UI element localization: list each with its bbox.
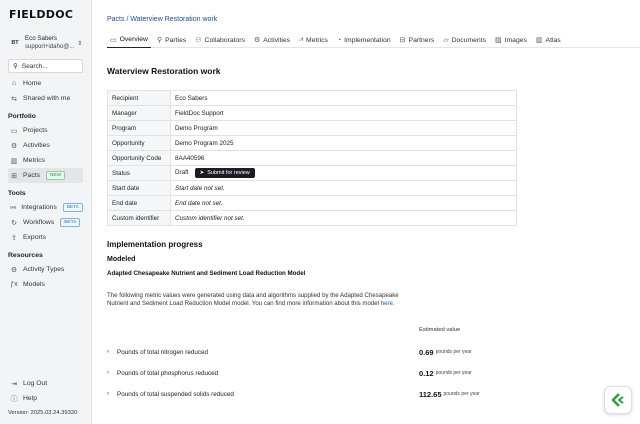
fielddoc-leaf-icon [610,392,626,408]
detail-value-text: Custom identifier not set. [175,214,245,222]
tab-documents[interactable] [440,32,489,48]
atlas-icon: ▥ [535,37,543,44]
model-description-end: . [392,299,395,307]
detail-value-end-date [171,196,517,211]
table-row [108,166,517,181]
detail-value-text: FieldDoc Support [175,109,224,117]
submit-for-review-label: Submit for review [207,170,250,176]
sidebar-item-label: Models [23,281,45,288]
model-info-link[interactable]: here [380,299,393,307]
help-widget-button[interactable] [604,386,632,414]
page-title: Waterview Restoration work [107,66,221,76]
portfolio-section-label: Portfolio [8,113,36,120]
overview-icon: ▭ [110,36,117,44]
sidebar-item-exports[interactable] [8,230,83,245]
status-badge: BETA [60,218,80,227]
metric-value: 0.12 [419,368,434,378]
detail-key: Opportunity [108,136,171,151]
help-label: Help [23,395,37,402]
table-row [108,91,517,106]
tab-activities[interactable] [251,32,293,48]
sidebar-item-label: Projects [23,127,48,134]
sidebar-item-pacts[interactable] [8,168,83,183]
metrics-icon: ▥ [10,157,18,165]
sidebar-item-activities[interactable] [8,138,83,153]
table-row [108,121,517,136]
detail-key: Program [108,121,171,136]
detail-key: Manager [108,106,171,121]
table-row [108,136,517,151]
detail-value-text: Draft [175,169,189,176]
table-row [108,106,517,121]
tab-partners[interactable] [397,32,438,48]
table-row [108,196,517,211]
detail-value-text: Start date not set. [175,184,225,192]
modeled-subheading: Modeled [107,256,136,263]
metric-row[interactable] [107,346,507,358]
home-icon: ⌂ [11,80,17,87]
tools-section-label: Tools [8,190,26,197]
detail-key: Start date [108,181,171,196]
detail-value-text[interactable]: 8AA40596 [175,154,205,162]
sidebar-item-home[interactable] [8,76,83,91]
tab-label: Collaborators [204,36,245,44]
tab-label: Atlas [545,36,561,44]
sidebar-item-workflows[interactable] [8,215,83,230]
tab-bar [107,32,640,48]
sidebar-item-label: Home [23,80,42,87]
tab-label: Documents [451,36,486,44]
table-row [108,181,517,196]
activities-icon: ⚙ [253,37,261,44]
account-switcher[interactable] [8,35,83,51]
app-logo[interactable]: FIELDDOC [9,8,74,21]
details-table [107,90,517,226]
detail-value-start-date [171,181,517,196]
metric-unit: pounds per year [443,391,480,397]
tab-label: Implementation [344,36,391,44]
implementation-heading: Implementation progress [107,240,203,249]
detail-value-text: End date not set. [175,199,223,207]
tab-label: Parties [165,36,187,44]
help-icon: ⓘ [10,395,18,403]
estimated-value-header: Estimated value [419,327,461,333]
sidebar [0,0,92,424]
documents-icon: ▱ [443,37,449,44]
tab-metrics[interactable] [296,32,331,48]
sidebar-item-integrations[interactable] [8,200,83,215]
search-button[interactable] [8,59,83,73]
metric-value: 0.69 [419,347,434,357]
model-description [107,292,407,308]
models-icon: ƒx [10,281,18,288]
tab-label: Activities [263,36,291,44]
detail-value-program[interactable] [171,121,517,136]
shared-icon: ⇆ [11,95,17,103]
parties-icon: ⚲ [156,37,163,44]
status-badge: BETA [63,203,83,212]
metric-row[interactable] [107,388,507,400]
implementation-icon: ◔ [336,36,342,44]
sidebar-item-label: Exports [23,234,47,241]
table-row [108,211,517,226]
metric-label: Pounds of total phosphorus reduced [117,369,219,377]
account-email: support+idaho@... [25,44,75,50]
main-content [93,0,640,424]
breadcrumb[interactable]: Pacts / Waterview Restoration work [107,16,218,23]
sidebar-item-label: Workflows [23,219,55,226]
detail-value-text[interactable]: Demo Program 2025 [175,139,234,147]
metric-unit: pounds per year [435,349,472,355]
account-name: Eco Sabers [25,35,57,42]
folder-icon: ▭ [10,127,18,135]
workflows-icon: ↻ [11,219,17,227]
metric-label: Pounds of total nitrogen reduced [117,348,209,356]
detail-key: Recipient [108,91,171,106]
submit-for-review-button[interactable] [195,168,255,178]
account-avatar: BT [11,40,19,46]
sidebar-item-shared-with-me[interactable] [8,91,83,106]
sidebar-item-label: Activities [23,142,50,149]
metric-unit: pounds per year [435,370,472,376]
tab-implementation[interactable] [334,32,394,48]
metrics-tab-icon: ⩘ [299,36,304,43]
search-placeholder: Search... [21,62,48,70]
chevron-right-icon[interactable]: › [107,349,109,355]
model-description-text: The following metric values were generated using data and algorithms supplied by the Adapted Chesapeake Nutrient and Sediment Load Reduction Model model. You can find more information about this model [107,292,399,307]
detail-value-manager [171,106,517,121]
tab-overview[interactable] [107,32,151,48]
activity-types-icon: ⚙ [10,266,18,274]
detail-key: End date [108,196,171,211]
sidebar-item-label: Shared with me [23,95,71,102]
tab-label: Images [504,36,527,44]
sidebar-item-metrics[interactable] [8,153,83,168]
detail-value-text[interactable]: Demo Program [175,124,218,132]
chevron-right-icon[interactable]: › [107,370,109,376]
detail-value-recipient [171,91,517,106]
tab-images[interactable] [492,32,530,48]
tab-parties[interactable] [154,32,189,48]
collaborators-icon: ⚇ [195,37,202,44]
detail-key: Opportunity Code [108,151,171,166]
detail-key: Custom identifier [108,211,171,226]
tab-label: Metrics [306,36,328,44]
sidebar-item-activity-types[interactable] [8,262,83,277]
help-button[interactable] [8,391,88,406]
activity-icon: ⚙ [10,142,18,150]
table-row [108,151,517,166]
logout-icon: ⇥ [11,380,17,388]
chevron-right-icon[interactable]: › [107,391,109,397]
detail-value-opportunity-code[interactable] [171,151,517,166]
status-badge: NEW [46,171,65,180]
sidebar-item-models[interactable] [8,277,83,292]
search-icon: ⚲ [13,63,18,70]
integrations-icon: ⚯ [10,204,17,212]
metric-value: 112.65 [419,389,442,399]
detail-value-opportunity[interactable] [171,136,517,151]
model-name: Adapted Chesapeake Nutrient and Sediment Load Reduction Model [107,270,306,277]
detail-key: Status [108,166,171,181]
tab-atlas[interactable] [533,32,564,48]
detail-value-custom-identifier [171,211,517,226]
exports-icon: ⇪ [11,234,17,242]
logout-button[interactable] [8,376,88,391]
detail-value-status [171,166,517,181]
sidebar-item-label: Pacts [23,172,40,179]
sidebar-item-label: Metrics [23,157,45,164]
sidebar-item-label: Activity Types [23,266,65,273]
tab-label: Partners [408,36,435,44]
partners-icon: ⊟ [399,37,406,44]
resources-section-label: Resources [8,252,43,259]
sidebar-item-label: Integrations [21,204,57,211]
send-icon: ➤ [199,170,205,176]
logout-label: Log Out [23,380,48,387]
pacts-icon: ⊞ [11,172,17,180]
metric-label: Pounds of total suspended solids reduced [117,390,234,398]
images-icon: ▨ [495,37,502,44]
metric-row[interactable] [107,367,507,379]
tab-label: Overview [119,36,148,43]
version-text: Version: 2025.03.24.39320 [8,410,78,416]
sidebar-item-projects[interactable] [8,123,83,138]
tab-collaborators[interactable] [192,32,248,48]
detail-value-text: Eco Sabers [175,94,208,102]
chevron-updown-icon: ⇕ [77,40,83,47]
